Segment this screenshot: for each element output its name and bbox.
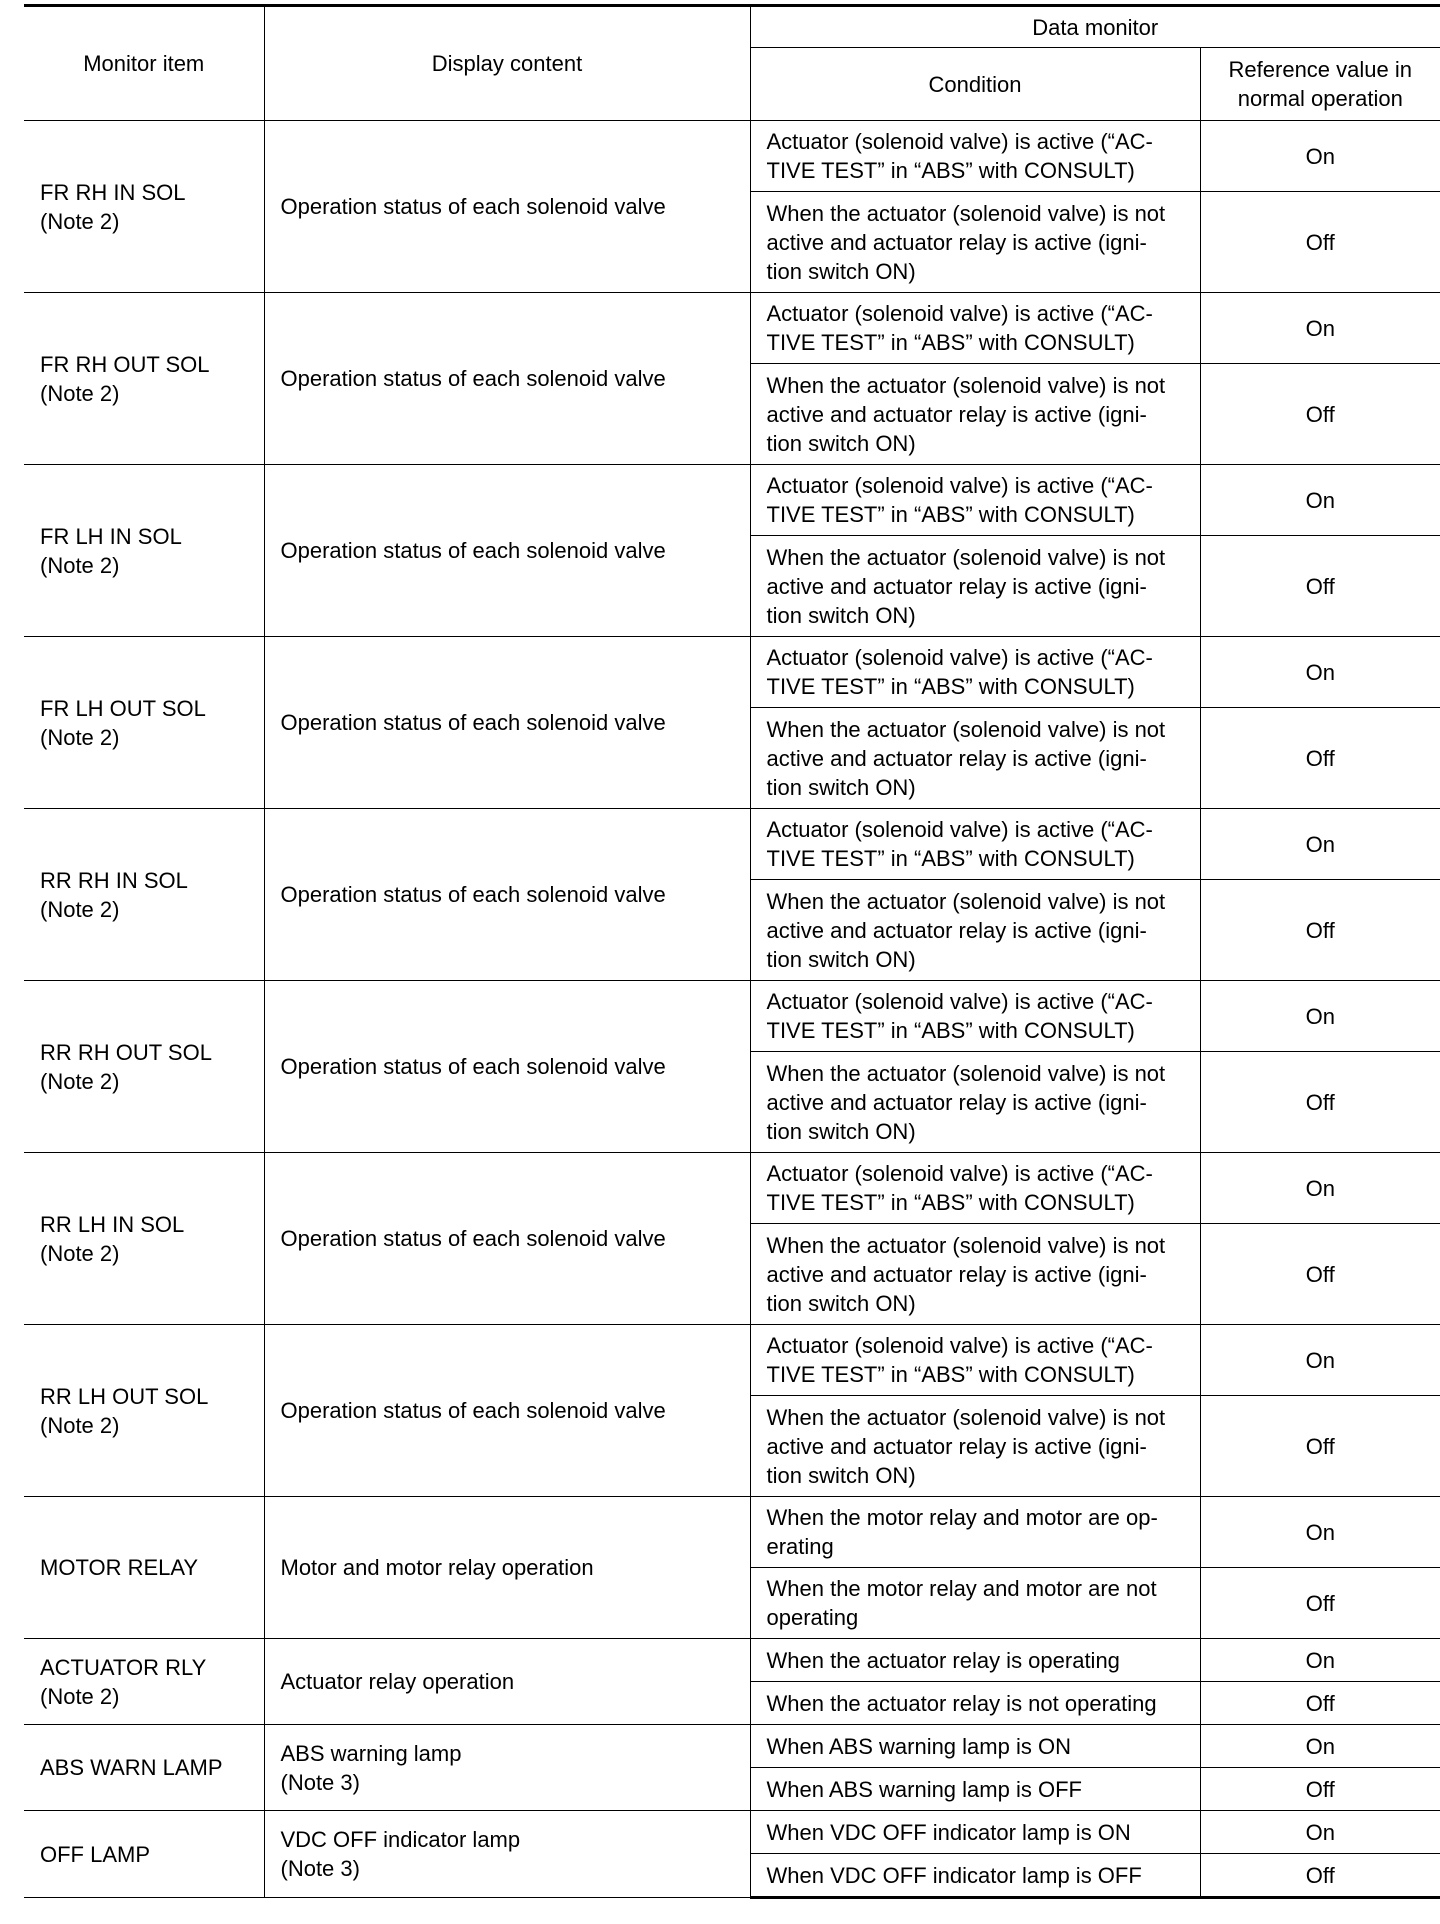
condition-cell (750, 364, 1200, 465)
reference-value-cell: On (1200, 1153, 1440, 1224)
monitor-item-cell (24, 1639, 264, 1725)
display-content-cell (264, 1639, 750, 1725)
condition-line: tion switch ON) (766, 1462, 916, 1488)
condition-cell (750, 1153, 1200, 1224)
condition-line: active and actuator relay is active (igni- (766, 573, 1147, 599)
condition-line: When ABS warning lamp is ON (766, 1733, 1071, 1759)
header-reference-line-2: normal operation (1237, 86, 1403, 111)
monitor-item-note: (Note 2) (40, 380, 120, 406)
condition-line: tion switch ON) (766, 258, 916, 284)
condition-line: Actuator (solenoid valve) is active (“AC- (766, 473, 1153, 498)
condition-cell (750, 1811, 1200, 1854)
reference-value-cell: Off (1200, 364, 1440, 465)
condition-line: TIVE TEST” in “ABS” with CONSULT) (766, 1362, 1135, 1387)
table-row (24, 1725, 1440, 1768)
table-row (24, 121, 1440, 192)
monitor-item-note: (Note 2) (40, 1240, 120, 1266)
condition-line: When the actuator (solenoid valve) is not (766, 716, 1166, 742)
condition-line: Actuator (solenoid valve) is active (“AC- (766, 1333, 1153, 1358)
reference-value-cell: On (1200, 809, 1440, 880)
display-content-text: Actuator relay operation (280, 1669, 515, 1694)
condition-line: tion switch ON) (766, 946, 916, 972)
header-data-monitor: Data monitor (750, 6, 1440, 48)
condition-line: active and actuator relay is active (igni- (766, 1433, 1147, 1459)
reference-value-cell: Off (1200, 708, 1440, 809)
condition-line: active and actuator relay is active (igni- (766, 401, 1147, 427)
header-monitor-item: Monitor item (24, 6, 264, 121)
data-monitor-table (24, 4, 1440, 1899)
condition-line: When the actuator (solenoid valve) is not (766, 1404, 1166, 1430)
display-content-text: Operation status of each solenoid valve (280, 1398, 666, 1423)
condition-cell (750, 1396, 1200, 1497)
condition-line: When the actuator (solenoid valve) is not (766, 1232, 1166, 1258)
monitor-item-name: FR RH IN SOL (40, 179, 186, 205)
table-row (24, 1325, 1440, 1396)
display-content-cell (264, 121, 750, 293)
reference-value-cell: Off (1200, 1682, 1440, 1725)
reference-value-cell: On (1200, 981, 1440, 1052)
monitor-item-note: (Note 2) (40, 1412, 120, 1438)
condition-line: active and actuator relay is active (igni- (766, 917, 1147, 943)
condition-line: When the actuator (solenoid valve) is not (766, 888, 1166, 914)
reference-value-cell: On (1200, 1639, 1440, 1682)
header-row-1 (24, 6, 1440, 48)
condition-line: tion switch ON) (766, 1118, 916, 1144)
condition-line: erating (766, 1534, 834, 1559)
monitor-item-note: (Note 2) (40, 724, 120, 750)
table-row (24, 1153, 1440, 1224)
table-row (24, 1811, 1440, 1854)
monitor-item-name: FR LH OUT SOL (40, 695, 206, 721)
reference-value-cell: Off (1200, 1768, 1440, 1811)
condition-line: When VDC OFF indicator lamp is ON (766, 1819, 1131, 1845)
monitor-item-cell (24, 121, 264, 293)
header-condition: Condition (750, 48, 1200, 121)
condition-cell (750, 536, 1200, 637)
reference-value-cell: On (1200, 1497, 1440, 1568)
condition-line: When the actuator (solenoid valve) is not (766, 544, 1166, 570)
display-content-text: Operation status of each solenoid valve (280, 194, 666, 219)
display-content-text: VDC OFF indicator lamp (280, 1827, 521, 1852)
condition-line: tion switch ON) (766, 774, 916, 800)
condition-cell (750, 1224, 1200, 1325)
monitor-item-note: (Note 2) (40, 1068, 120, 1094)
condition-line: Actuator (solenoid valve) is active (“AC- (766, 817, 1153, 842)
condition-cell (750, 1725, 1200, 1768)
condition-line: When the actuator relay is not operating (766, 1690, 1157, 1716)
condition-line: When the motor relay and motor are not (766, 1576, 1157, 1601)
reference-value-cell: Off (1200, 1052, 1440, 1153)
monitor-item-name: FR LH IN SOL (40, 523, 182, 549)
monitor-item-name: RR RH IN SOL (40, 867, 188, 893)
monitor-item-name: RR LH IN SOL (40, 1211, 185, 1237)
condition-line: TIVE TEST” in “ABS” with CONSULT) (766, 158, 1135, 183)
table-row (24, 293, 1440, 364)
condition-cell (750, 1052, 1200, 1153)
condition-line: Actuator (solenoid valve) is active (“AC- (766, 645, 1153, 670)
table-row (24, 981, 1440, 1052)
condition-line: active and actuator relay is active (igni- (766, 1089, 1147, 1115)
condition-line: active and actuator relay is active (igni- (766, 229, 1147, 255)
reference-value-cell: Off (1200, 536, 1440, 637)
reference-value-cell: Off (1200, 1224, 1440, 1325)
monitor-item-name: ABS WARN LAMP (40, 1755, 223, 1780)
condition-cell (750, 1682, 1200, 1725)
condition-cell (750, 121, 1200, 192)
condition-line: Actuator (solenoid valve) is active (“AC- (766, 1161, 1153, 1186)
monitor-item-cell (24, 1153, 264, 1325)
condition-cell (750, 637, 1200, 708)
display-content-note: (Note 3) (280, 1769, 360, 1795)
condition-cell (750, 809, 1200, 880)
reference-value-cell: On (1200, 121, 1440, 192)
table-row (24, 465, 1440, 536)
monitor-item-name: RR LH OUT SOL (40, 1383, 209, 1409)
condition-line: tion switch ON) (766, 602, 916, 628)
monitor-item-note: (Note 2) (40, 208, 120, 234)
condition-line: operating (766, 1605, 859, 1630)
condition-line: When the actuator (solenoid valve) is not (766, 1060, 1166, 1086)
reference-value-cell: On (1200, 465, 1440, 536)
condition-cell (750, 981, 1200, 1052)
monitor-item-name: MOTOR RELAY (40, 1555, 199, 1580)
monitor-item-cell (24, 1325, 264, 1497)
monitor-item-cell (24, 1497, 264, 1639)
condition-line: TIVE TEST” in “ABS” with CONSULT) (766, 1190, 1135, 1215)
header-reference-value (1200, 48, 1440, 121)
table-row (24, 637, 1440, 708)
display-content-cell (264, 465, 750, 637)
display-content-text: Operation status of each solenoid valve (280, 710, 666, 735)
monitor-item-name: ACTUATOR RLY (40, 1654, 207, 1680)
condition-line: When ABS warning lamp is OFF (766, 1776, 1082, 1802)
condition-cell (750, 1768, 1200, 1811)
display-content-cell (264, 293, 750, 465)
monitor-item-cell (24, 1725, 264, 1811)
document-page (24, 4, 1440, 1899)
condition-line: When the actuator relay is operating (766, 1647, 1120, 1673)
condition-line: When the actuator (solenoid valve) is not (766, 200, 1166, 226)
monitor-item-name: FR RH OUT SOL (40, 351, 210, 377)
condition-line: TIVE TEST” in “ABS” with CONSULT) (766, 846, 1135, 871)
display-content-cell (264, 1811, 750, 1898)
display-content-text: Operation status of each solenoid valve (280, 1054, 666, 1079)
display-content-cell (264, 809, 750, 981)
monitor-item-cell (24, 637, 264, 809)
condition-line: TIVE TEST” in “ABS” with CONSULT) (766, 502, 1135, 527)
display-content-cell (264, 1153, 750, 1325)
reference-value-cell: On (1200, 293, 1440, 364)
reference-value-cell: On (1200, 1811, 1440, 1854)
display-content-cell (264, 637, 750, 809)
condition-cell (750, 1497, 1200, 1568)
display-content-text: ABS warning lamp (280, 1740, 462, 1766)
display-content-text: Operation status of each solenoid valve (280, 1226, 666, 1251)
condition-line: active and actuator relay is active (igni- (766, 745, 1147, 771)
display-content-text: Motor and motor relay operation (280, 1555, 594, 1580)
condition-line: TIVE TEST” in “ABS” with CONSULT) (766, 330, 1135, 355)
reference-value-cell: Off (1200, 1854, 1440, 1898)
display-content-cell (264, 1497, 750, 1639)
reference-value-cell: Off (1200, 880, 1440, 981)
reference-value-cell: Off (1200, 1396, 1440, 1497)
reference-value-cell: Off (1200, 192, 1440, 293)
reference-value-cell: Off (1200, 1568, 1440, 1639)
display-content-cell (264, 1725, 750, 1811)
monitor-item-cell (24, 809, 264, 981)
monitor-item-note: (Note 2) (40, 896, 120, 922)
condition-line: tion switch ON) (766, 1290, 916, 1316)
condition-line: When VDC OFF indicator lamp is OFF (766, 1862, 1142, 1888)
table-body (24, 121, 1440, 1898)
condition-line: TIVE TEST” in “ABS” with CONSULT) (766, 674, 1135, 699)
condition-line: active and actuator relay is active (igni- (766, 1261, 1147, 1287)
reference-value-cell: On (1200, 1325, 1440, 1396)
condition-cell (750, 708, 1200, 809)
monitor-item-name: OFF LAMP (40, 1841, 151, 1867)
display-content-cell (264, 1325, 750, 1497)
condition-cell (750, 1325, 1200, 1396)
reference-value-cell: On (1200, 1725, 1440, 1768)
condition-line: Actuator (solenoid valve) is active (“AC- (766, 989, 1153, 1014)
header-reference-line-1: Reference value in (1228, 57, 1412, 82)
condition-line: TIVE TEST” in “ABS” with CONSULT) (766, 1018, 1135, 1043)
condition-cell (750, 192, 1200, 293)
monitor-item-cell (24, 465, 264, 637)
monitor-item-name: RR RH OUT SOL (40, 1039, 212, 1065)
condition-cell (750, 465, 1200, 536)
table-row (24, 1497, 1440, 1568)
condition-cell (750, 1639, 1200, 1682)
condition-line: When the motor relay and motor are op- (766, 1505, 1158, 1530)
monitor-item-note: (Note 2) (40, 552, 120, 578)
display-content-cell (264, 981, 750, 1153)
monitor-item-cell (24, 293, 264, 465)
reference-value-cell: On (1200, 637, 1440, 708)
condition-cell (750, 293, 1200, 364)
table-row (24, 1639, 1440, 1682)
display-content-text: Operation status of each solenoid valve (280, 366, 666, 391)
condition-cell (750, 880, 1200, 981)
display-content-text: Operation status of each solenoid valve (280, 882, 666, 907)
header-display-content: Display content (264, 6, 750, 121)
monitor-item-note: (Note 2) (40, 1683, 120, 1709)
display-content-text: Operation status of each solenoid valve (280, 538, 666, 563)
monitor-item-cell (24, 981, 264, 1153)
condition-line: Actuator (solenoid valve) is active (“AC- (766, 129, 1153, 154)
table-row (24, 809, 1440, 880)
condition-line: Actuator (solenoid valve) is active (“AC- (766, 301, 1153, 326)
condition-cell (750, 1568, 1200, 1639)
condition-cell (750, 1854, 1200, 1898)
condition-line: tion switch ON) (766, 430, 916, 456)
condition-line: When the actuator (solenoid valve) is not (766, 372, 1166, 398)
display-content-note: (Note 3) (280, 1856, 360, 1881)
monitor-item-cell (24, 1811, 264, 1898)
